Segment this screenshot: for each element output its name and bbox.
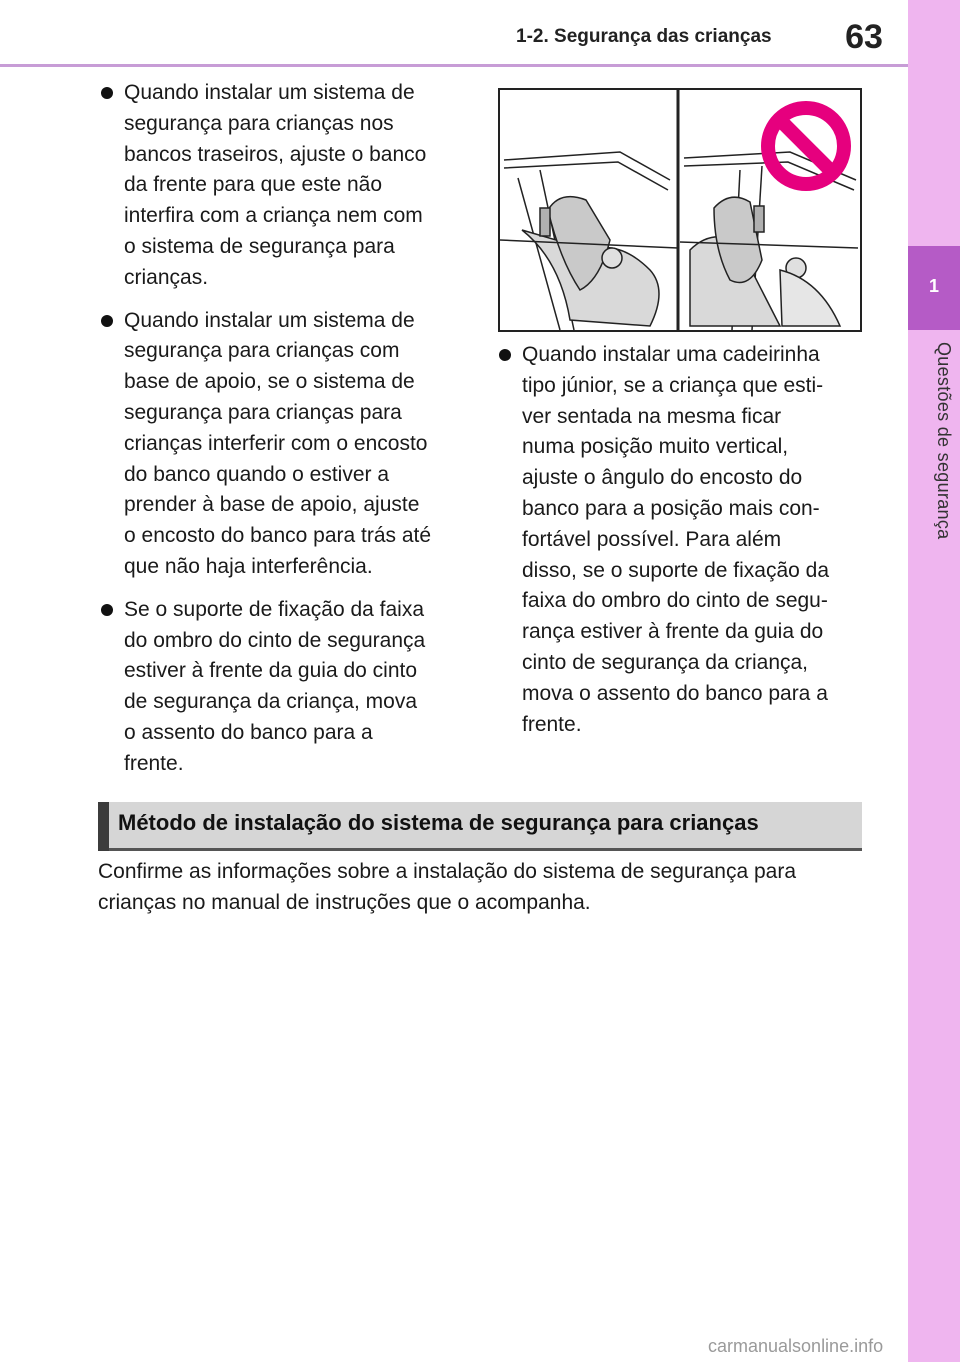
child-seat-illustration bbox=[498, 88, 862, 332]
bullet-item bbox=[98, 78, 458, 294]
section-body-text: Confirme as informações sobre a instalação do sistema de segurança para crianças no manual de instruções que o acompanha. bbox=[98, 860, 797, 914]
bullet-item bbox=[98, 306, 458, 583]
bullet-dot-icon bbox=[101, 315, 113, 327]
page-number: 63 bbox=[845, 18, 883, 56]
bullet-text: Se o suporte de fixação da faixa do ombro do cinto de segurança estiver à frente da guia do cinto de segurança da criança, mova o assento do banco para a frente. bbox=[124, 597, 426, 775]
section-header: 1-2. Segurança das crianças bbox=[516, 26, 772, 47]
chapter-number: 1 bbox=[928, 276, 939, 296]
section-heading-accent bbox=[98, 802, 109, 851]
side-tab bbox=[908, 0, 960, 1362]
bullet-text: Quando instalar uma cadeirinha tipo júnior, se a criança que esti- ver sentada na mesma ficar numa posição muito vertical, ajuste o ângulo do encosto do banco para a posição mais con- fortável possível. Para além disso, se o suporte de fixação da faixa do ombro do cinto de segu- rança estiver à frente da guia do cinto de segurança da criança, mova o assento do banco para a frente. bbox=[522, 343, 830, 736]
correct-installation-panel bbox=[500, 152, 678, 330]
bullet-text: Quando instalar um sistema de segurança para crianças com base de apoio, se o sistema de segurança para crianças para crianças interferir com o encosto do banco quando o estiver a prender à base de apoio, ajuste o encosto do banco para trás até que não haja interferência. bbox=[124, 308, 432, 578]
bullet-item bbox=[98, 595, 458, 780]
header-rule bbox=[0, 64, 908, 67]
illustration-svg bbox=[500, 90, 860, 330]
bullet-item bbox=[496, 340, 866, 740]
bullet-dot-icon bbox=[499, 349, 511, 361]
bullet-dot-icon bbox=[101, 87, 113, 99]
prohibited-icon bbox=[768, 108, 844, 184]
bullet-text: Quando instalar um sistema de segurança para crianças nos bancos traseiros, ajuste o banco da frente para que este não interfira com a criança nem com o sistema de segurança para crianças. bbox=[124, 81, 427, 289]
chapter-title: Questões de segurança bbox=[934, 342, 954, 540]
section-heading: Método de instalação do sistema de segurança para crianças bbox=[118, 810, 759, 835]
bullet-dot-icon bbox=[101, 604, 113, 616]
left-column bbox=[98, 78, 458, 792]
section-heading-bar bbox=[98, 802, 862, 851]
watermark: carmanualsonline.info bbox=[708, 1336, 884, 1356]
right-column bbox=[496, 340, 866, 752]
